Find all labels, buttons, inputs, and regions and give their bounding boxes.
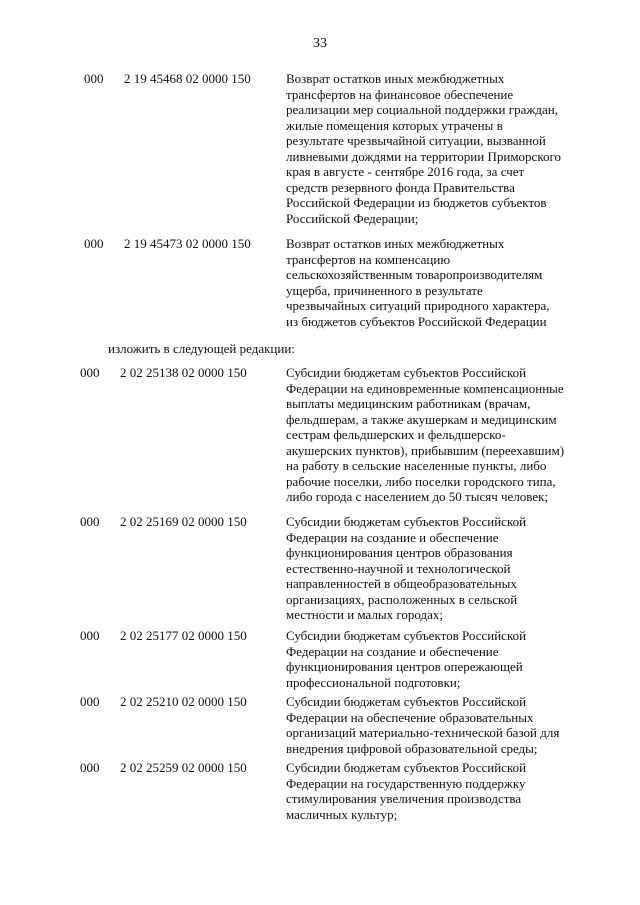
- budget-code: 2 02 25177 02 0000 150: [120, 628, 247, 643]
- budget-code: 2 02 25138 02 0000 150: [120, 365, 247, 380]
- description-line: Российской Федерации из бюджетов субъектов: [286, 195, 547, 210]
- description-line: Российской Федерации;: [286, 210, 419, 226]
- description-line: средств резервного фонда Правительства: [286, 179, 515, 195]
- row-description: [286, 628, 608, 690]
- description-line: фельдшерам, а также акушеркам и медицинским: [286, 411, 557, 427]
- description-line: организаций материально-технической базой для: [286, 725, 560, 740]
- description-line: Субсидии бюджетам субъектов Российской: [286, 628, 527, 643]
- description-line: результате чрезвычайной ситуации, вызванной: [286, 133, 546, 148]
- description-line: выплаты медицинским работникам (врачам,: [286, 396, 531, 411]
- description-line: акушерских пунктов), прибывшим (переехавшим): [286, 442, 565, 458]
- description-line: функционирования центров опережающей: [286, 659, 523, 674]
- description-line: Федерации на обеспечение образовательных: [286, 709, 534, 725]
- description-line: Федерации на государственную поддержку: [286, 775, 526, 791]
- budget-code: 2 19 45468 02 0000 150: [124, 71, 251, 86]
- budget-code: 2 02 25259 02 0000 150: [120, 760, 247, 775]
- budget-code: 2 02 25169 02 0000 150: [120, 514, 247, 529]
- description-line: Возврат остатков иных межбюджетных: [286, 236, 505, 251]
- admin-code: 000: [80, 514, 100, 529]
- description-line: ущерба, причиненного в результате: [286, 282, 483, 298]
- description-line: естественно-научной и технологической: [286, 560, 511, 576]
- description-line: Федерации на единовременные компенсационные: [286, 380, 564, 396]
- description-line: сестрам фельдшерских и фельдшерско-: [286, 427, 506, 442]
- description-line: чрезвычайных ситуаций природного характера,: [286, 298, 550, 313]
- admin-code: 000: [80, 365, 100, 380]
- description-line: направленностей в общеобразовательных: [286, 576, 517, 591]
- description-line: на работу в сельские населенные пункты, либо: [286, 458, 547, 473]
- description-line: Субсидии бюджетам субъектов Российской: [286, 694, 527, 709]
- description-line: Федерации на создание и обеспечение: [286, 529, 499, 545]
- description-line: Субсидии бюджетам субъектов Российской: [286, 365, 527, 380]
- budget-code: 2 19 45473 02 0000 150: [124, 236, 251, 251]
- description-line: организациях, расположенных в сельской: [286, 591, 518, 607]
- admin-code: 000: [80, 760, 100, 775]
- description-line: Возврат остатков иных межбюджетных: [286, 71, 505, 86]
- admin-code: 000: [80, 694, 100, 709]
- row-description: [286, 71, 608, 226]
- description-line: ливневыми дождями на территории Приморского: [286, 148, 561, 164]
- description-line: из бюджетов субъектов Российской Федерации: [286, 313, 547, 329]
- description-line: функционирования центров образования: [286, 545, 513, 560]
- description-line: Субсидии бюджетам субъектов Российской: [286, 760, 527, 775]
- row-description: [286, 760, 608, 822]
- row-description: [286, 694, 608, 756]
- row-description: [286, 514, 608, 623]
- description-line: стимулирования увеличения производства: [286, 791, 522, 806]
- page-number: 33: [313, 36, 327, 51]
- admin-code: 000: [80, 628, 100, 643]
- description-line: трансфертов на финансовое обеспечение: [286, 86, 514, 102]
- description-line: масличных культур;: [286, 806, 398, 822]
- description-line: местности и малых городах;: [286, 607, 444, 622]
- row-description: [286, 365, 608, 505]
- description-line: трансфертов на компенсацию: [286, 251, 451, 267]
- description-line: рабочие поселки, либо поселки городского типа,: [286, 473, 556, 489]
- description-line: либо города с населением до 50 тысяч человек;: [286, 489, 549, 504]
- description-line: Субсидии бюджетам субъектов Российской: [286, 514, 527, 529]
- admin-code: 000: [84, 71, 104, 86]
- admin-code: 000: [84, 236, 104, 251]
- description-line: профессиональной подготовки;: [286, 674, 461, 690]
- description-line: реализации мер социальной поддержки граждан,: [286, 102, 558, 117]
- description-line: сельскохозяйственным товаропроизводителям: [286, 267, 543, 282]
- description-line: Федерации на создание и обеспечение: [286, 643, 499, 659]
- row-description: [286, 236, 608, 329]
- budget-code: 2 02 25210 02 0000 150: [120, 694, 247, 709]
- description-line: жилые помещения которых утрачены в: [286, 117, 503, 133]
- description-line: внедрения цифровой образовательной среды;: [286, 740, 538, 756]
- intro-text: изложить в следующей редакции:: [108, 341, 295, 356]
- description-line: края в августе - сентябре 2016 года, за счет: [286, 164, 525, 179]
